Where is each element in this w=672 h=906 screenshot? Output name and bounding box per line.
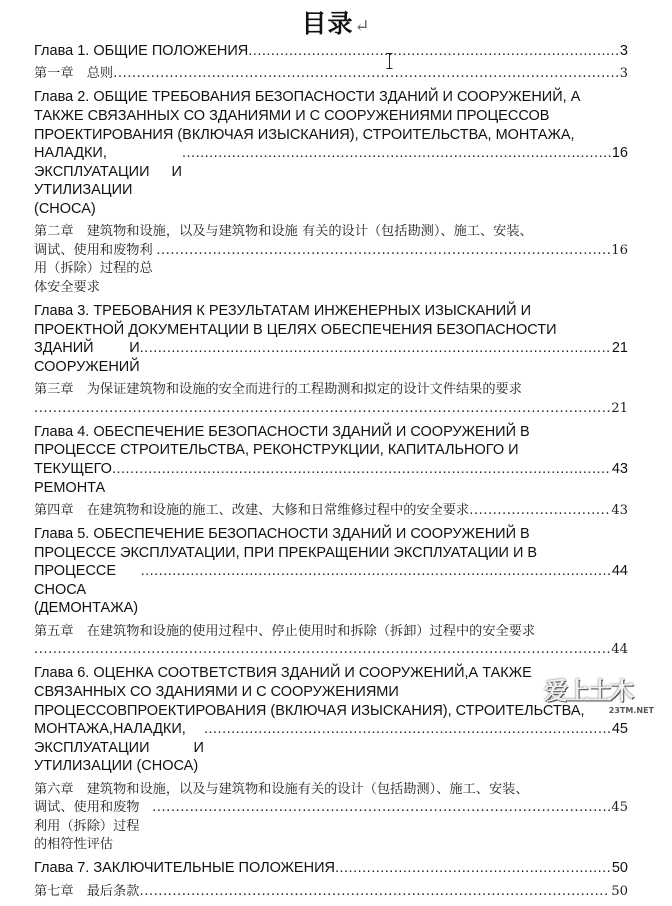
table-of-contents [34,42,628,906]
toc-entry[interactable] [34,88,628,218]
toc-page-number: 3 [619,43,628,59]
toc-entry-line: ПРОЦЕССЕ ЭКСПЛУАТАЦИИ, ПРИ ПРЕКРАЩЕНИИ ЭКСПЛУАТАЦИИ И В [34,544,538,561]
toc-entry-line: 第六章 建筑物和设施，以及与建筑物和设施有关的设计（包括勘测）、施工、安装、 [34,781,529,797]
toc-page-number: 50 [611,883,628,899]
dot-leader [182,144,611,163]
dot-leader [140,339,611,358]
dot-leader [335,859,611,878]
toc-entry[interactable] [34,42,628,61]
dot-leader [152,799,610,818]
dot-leader [469,502,610,521]
toc-entry-title: Глава 1. ОБЩИЕ ПОЛОЖЕНИЯ [34,43,249,59]
toc-entry-line: ПРОЦЕССОВПРОЕКТИРОВАНИЯ (ВКЛЮЧАЯ ИЗЫСКАНИЯ), СТРОИТЕЛЬСТВА, [34,702,585,719]
toc-page-number: 21 [611,400,628,416]
toc-entry[interactable] [34,381,628,418]
toc-entry-line: Глава 2. ОБЩИЕ ТРЕБОВАНИЯ БЕЗОПАСНОСТИ ЗДАНИЙ И СООРУЖЕНИЙ, А [34,89,581,106]
toc-entry-title: ПРОЦЕССЕ СНОСА (ДЕМОНТАЖА) [34,563,139,617]
toc-entry-line: 第三章 为保证建筑物和设施的安全而进行的工程勘测和拟定的设计文件结果的要求 [34,382,522,398]
toc-entry-line: 第二章 建筑物和设施，以及与建筑物和设施 有关的设计（包括勘测）、施工、安装、 [34,224,533,240]
toc-page-number: 3 [619,66,628,82]
toc-entry[interactable] [34,302,628,376]
toc-entry-line: ПРОЕКТИРОВАНИЯ (ВКЛЮЧАЯ ИЗЫСКАНИЯ), СТРОИТЕЛЬСТВА, МОНТАЖА, [34,126,575,143]
toc-entry-title: Глава 7. ЗАКЛЮЧИТЕЛЬНЫЕ ПОЛОЖЕНИЯ [34,860,335,877]
toc-page-number: 21 [611,340,628,357]
toc-page-number: 44 [611,642,628,658]
toc-entry-title: 第七章 最后条款 [34,883,140,899]
toc-page-number: 45 [611,800,628,816]
toc-page-number: 16 [611,242,628,258]
page-title [0,4,672,40]
toc-page-number: 43 [611,461,628,478]
toc-entry[interactable] [34,223,628,297]
toc-page-number: 45 [611,721,628,738]
toc-entry[interactable] [34,65,628,84]
toc-entry-line: Глава 3. ТРЕБОВАНИЯ К РЕЗУЛЬТАТАМ ИНЖЕНЕРНЫХ ИЗЫСКАНИЙ И [34,303,532,320]
toc-entry[interactable] [34,502,628,521]
toc-entry-title: 第四章 在建筑物和设施的施工、改建、大修和日常维修过程中的安全要求 [34,502,470,518]
toc-page-number: 43 [611,502,628,518]
toc-page-number: 44 [611,563,628,580]
dot-leader [248,42,619,61]
dot-leader [156,242,610,261]
toc-entry[interactable] [34,664,628,776]
toc-entry-title: МОНТАЖА,НАЛАДКИ, ЭКСПЛУАТАЦИИ И УТИЛИЗАЦИИ (СНОСА) [34,721,204,775]
toc-entry-title: ЗДАНИЙ И СООРУЖЕНИЙ [34,340,140,375]
toc-entry-title: НАЛАДКИ, ЭКСПЛУАТАЦИИ И УТИЛИЗАЦИИ (СНОСА) [34,145,182,217]
toc-entry-line: ТАКЖЕ СВЯЗАННЫХ СО ЗДАНИЯМИ И С СООРУЖЕНИЯМИ ПРОЦЕССОВ [34,107,550,124]
toc-entry-line: Глава 4. ОБЕСПЕЧЕНИЕ БЕЗОПАСНОСТИ ЗДАНИЙ И СООРУЖЕНИЙ В [34,423,530,440]
toc-entry[interactable] [34,525,628,618]
title-text: 目录 [301,9,354,38]
watermark [536,677,666,718]
toc-entry-line: 第五章 在建筑物和设施的使用过程中、停止使用时和拆除（拆卸）过程中的安全要求 [34,623,536,639]
dot-leader [140,883,611,902]
toc-entry-line: СВЯЗАННЫХ СО ЗДАНИЯМИ И С СООРУЖЕНИЯМИ [34,683,399,700]
toc-entry-line: ПРОЕКТНОЙ ДОКУМЕНТАЦИИ В ЦЕЛЯХ ОБЕСПЕЧЕНИЯ БЕЗОПАСНОСТИ [34,321,557,338]
paragraph-mark-icon: ↵ [354,16,371,37]
toc-entry-title: 调试、使用和废物利用（拆除）过程的总体安全要求 [34,242,153,295]
toc-entry[interactable] [34,883,628,902]
toc-entry[interactable] [34,859,628,878]
toc-entry-title: 第一章 总则 [34,66,114,82]
dot-leader [34,400,610,419]
toc-entry-line: ПРОЦЕССЕ СТРОИТЕЛЬСТВА, РЕКОНСТРУКЦИИ, КАПИТАЛЬНОГО И [34,442,519,459]
watermark-logo: 爱上土木 [544,677,632,705]
dot-leader [113,65,618,84]
toc-entry-line: Глава 6. ОЦЕНКА СООТВЕТСТВИЯ ЗДАНИЙ И СООРУЖЕНИЙ,А ТАКЖЕ [34,665,532,682]
toc-entry-title: 调试、使用和废物利用（拆除）过程的相符性评估 [34,800,140,853]
dot-leader [204,720,611,739]
toc-entry[interactable] [34,623,628,660]
toc-page-number: 50 [611,860,628,877]
dot-leader [112,460,611,479]
toc-page-number: 16 [611,145,628,162]
dot-leader [34,641,610,660]
watermark-site: 23TM.NET [608,706,654,715]
dot-leader [141,562,611,581]
toc-entry[interactable] [34,781,628,855]
toc-entry-title: ТЕКУЩЕГО РЕМОНТА [34,461,112,496]
toc-entry[interactable] [34,423,628,497]
toc-entry-line: Глава 5. ОБЕСПЕЧЕНИЕ БЕЗОПАСНОСТИ ЗДАНИЙ И СООРУЖЕНИЙ В [34,526,530,542]
